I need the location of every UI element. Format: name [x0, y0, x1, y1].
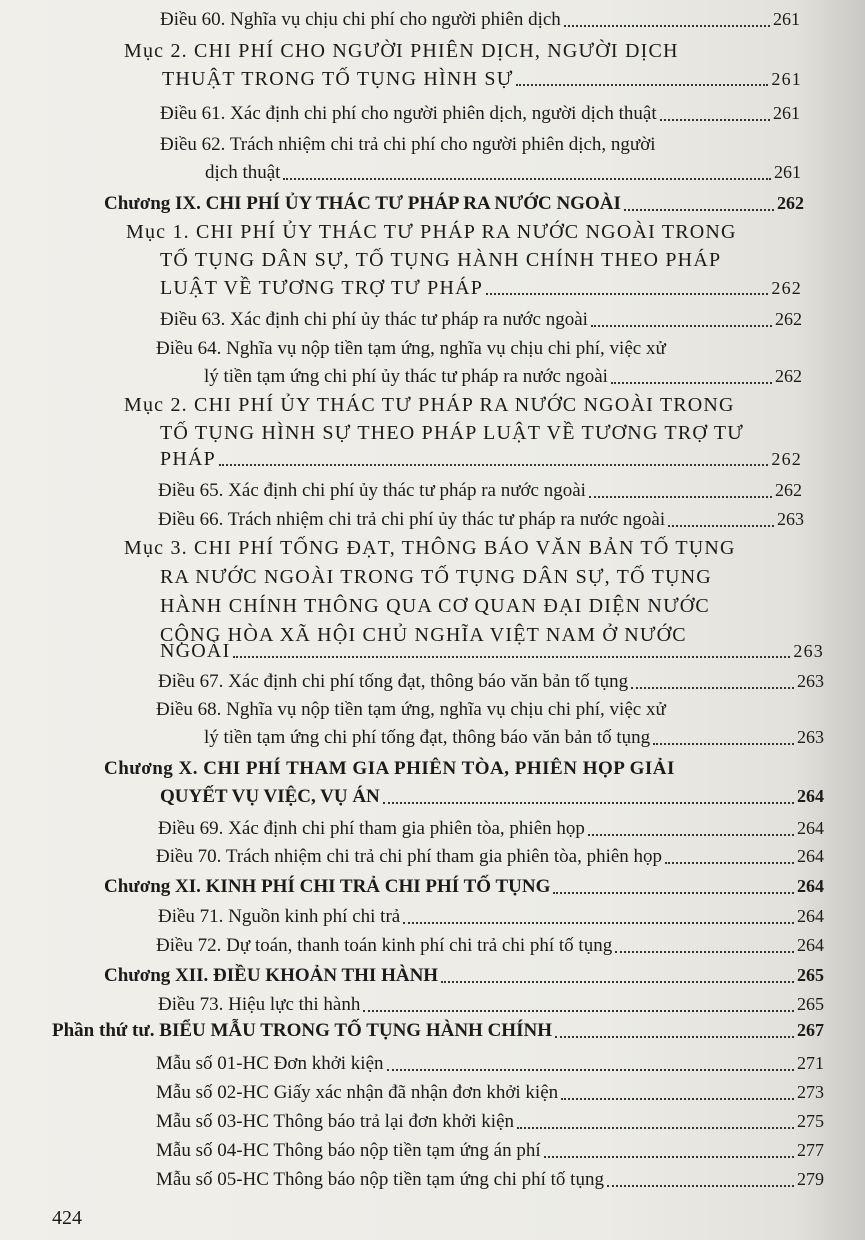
- toc-entry: Điều 60. Nghĩa vụ chịu chi phí cho người phiên dịch 261: [160, 9, 800, 30]
- toc-entry: Điều 67. Xác định chi phí tống đạt, thông báo văn bản tố tụng 263: [158, 671, 824, 692]
- toc-chapter: QUYẾT VỤ VIỆC, VỤ ÁN 264: [160, 786, 824, 807]
- toc-entry: Điều 62. Trách nhiệm chi trả chi phí cho người phiên dịch, người: [160, 134, 656, 155]
- toc-entry: Điều 73. Hiệu lực thi hành 265: [158, 994, 824, 1015]
- toc-chapter: Chương IX. CHI PHÍ ỦY THÁC TƯ PHÁP RA NƯỚC NGOÀI 262: [104, 193, 804, 214]
- toc-entry: Điều 71. Nguồn kinh phí chi trả 264: [158, 906, 824, 927]
- toc-entry: Điều 66. Trách nhiệm chi trả chi phí ủy thác tư pháp ra nước ngoài 263: [158, 509, 804, 530]
- toc-entry: LUẬT VỀ TƯƠNG TRỢ TƯ PHÁP 262: [160, 277, 802, 299]
- toc-entry: TỐ TỤNG HÌNH SỰ THEO PHÁP LUẬT VỀ TƯƠNG TRỢ TƯ: [160, 422, 744, 444]
- toc-entry: Mục 2. CHI PHÍ ỦY THÁC TƯ PHÁP RA NƯỚC NGOÀI TRONG: [124, 394, 735, 416]
- toc-entry: Điều 69. Xác định chi phí tham gia phiên tòa, phiên họp 264: [158, 818, 824, 839]
- toc-entry: THUẬT TRONG TỐ TỤNG HÌNH SỰ 261: [162, 68, 802, 90]
- toc-entry: Mẫu số 03-HC Thông báo trả lại đơn khởi kiện 275: [156, 1111, 824, 1132]
- toc-entry: lý tiền tạm ứng chi phí ủy thác tư pháp ra nước ngoài 262: [204, 366, 802, 387]
- toc-entry: CỘNG HÒA XÃ HỘI CHỦ NGHĨA VIỆT NAM Ở NƯỚC: [160, 624, 687, 646]
- toc-entry: Mẫu số 02-HC Giấy xác nhận đã nhận đơn khởi kiện 273: [156, 1082, 824, 1103]
- toc-entry: dịch thuật 261: [205, 162, 801, 183]
- toc-entry: Mẫu số 04-HC Thông báo nộp tiền tạm ứng án phí 277: [156, 1140, 824, 1161]
- toc-entry: RA NƯỚC NGOÀI TRONG TỐ TỤNG DÂN SỰ, TỐ TỤNG: [160, 566, 712, 588]
- toc-part: Phần thứ tư. BIỂU MẪU TRONG TỐ TỤNG HÀNH CHÍNH 267: [52, 1020, 824, 1041]
- toc-entry: Mẫu số 01-HC Đơn khởi kiện 271: [156, 1053, 824, 1074]
- toc-entry: TỐ TỤNG DÂN SỰ, TỐ TỤNG HÀNH CHÍNH THEO PHÁP: [160, 249, 722, 271]
- toc-entry: Điều 68. Nghĩa vụ nộp tiền tạm ứng, nghĩa vụ chịu chi phí, việc xử: [156, 699, 666, 720]
- toc-entry: HÀNH CHÍNH THÔNG QUA CƠ QUAN ĐẠI DIỆN NƯỚC: [160, 595, 710, 617]
- toc-entry: Điều 70. Trách nhiệm chi trả chi phí tham gia phiên tòa, phiên họp 264: [156, 846, 824, 867]
- toc-entry: Điều 63. Xác định chi phí ủy thác tư pháp ra nước ngoài 262: [160, 309, 802, 330]
- toc-entry: Điều 72. Dự toán, thanh toán kinh phí chi trả chi phí tố tụng 264: [156, 935, 824, 956]
- toc-chapter: Chương XI. KINH PHÍ CHI TRẢ CHI PHÍ TỐ TỤNG 264: [104, 876, 824, 897]
- toc-chapter: Chương X. CHI PHÍ THAM GIA PHIÊN TÒA, PHIÊN HỌP GIẢI: [104, 758, 675, 779]
- toc-entry: PHÁP 262: [160, 448, 802, 470]
- toc-entry: Điều 64. Nghĩa vụ nộp tiền tạm ứng, nghĩa vụ chịu chi phí, việc xử: [156, 338, 666, 359]
- toc-entry: Mẫu số 05-HC Thông báo nộp tiền tạm ứng chi phí tố tụng 279: [156, 1169, 824, 1190]
- page-number: 424: [52, 1207, 82, 1229]
- toc-entry: Mục 3. CHI PHÍ TỐNG ĐẠT, THÔNG BÁO VĂN BẢN TỐ TỤNG: [124, 537, 736, 559]
- toc-entry: Mục 2. CHI PHÍ CHO NGƯỜI PHIÊN DỊCH, NGƯỜI DỊCH: [124, 40, 679, 62]
- toc-entry: NGOÀI 263: [160, 640, 824, 662]
- toc-entry: Mục 1. CHI PHÍ ỦY THÁC TƯ PHÁP RA NƯỚC NGOÀI TRONG: [126, 221, 737, 243]
- toc-entry: lý tiền tạm ứng chi phí tống đạt, thông báo văn bản tố tụng 263: [204, 727, 824, 748]
- toc-chapter: Chương XII. ĐIỀU KHOẢN THI HÀNH 265: [104, 965, 824, 986]
- toc-entry: Điều 61. Xác định chi phí cho người phiên dịch, người dịch thuật 261: [160, 103, 800, 124]
- toc-entry: Điều 65. Xác định chi phí ủy thác tư pháp ra nước ngoài 262: [158, 480, 802, 501]
